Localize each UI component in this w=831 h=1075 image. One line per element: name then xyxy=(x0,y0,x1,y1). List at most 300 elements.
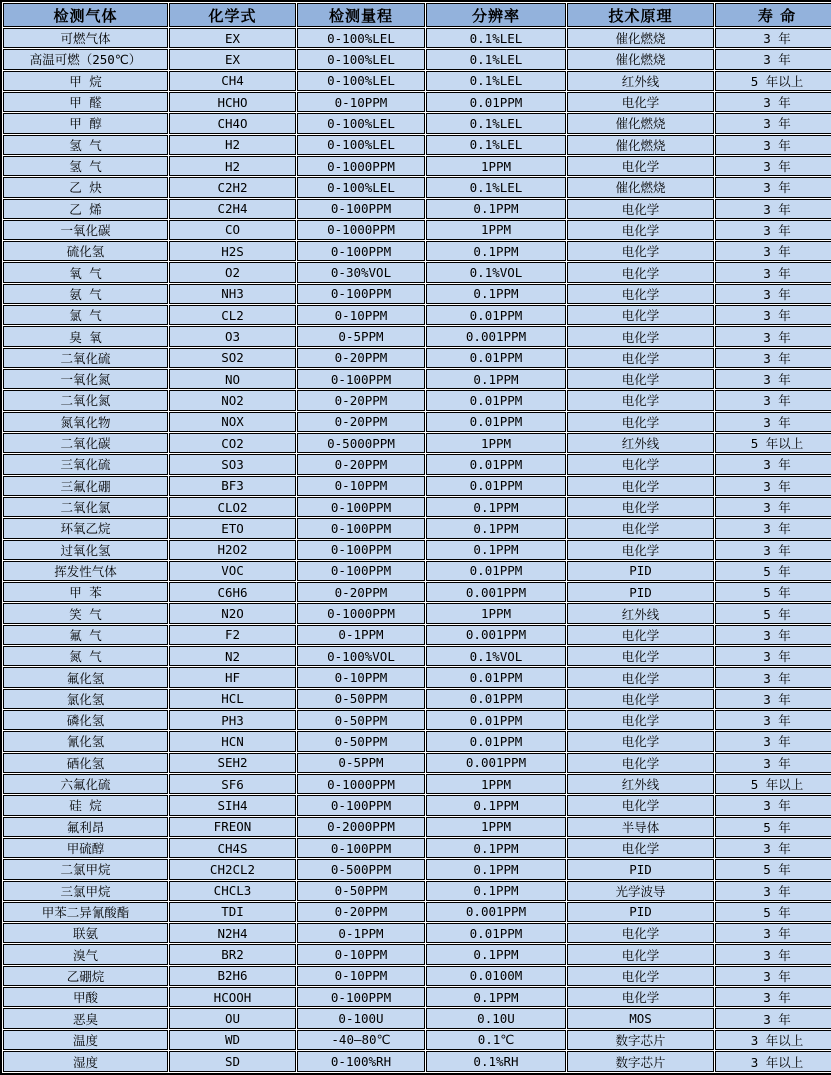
resolution-cell: 0.01PPM xyxy=(426,689,566,709)
range-cell: 0-100%LEL xyxy=(297,177,425,197)
range-cell: 0-20PPM xyxy=(297,902,425,922)
table-row xyxy=(3,923,831,943)
gas-name-cell: 笑 气 xyxy=(3,603,168,623)
table-row xyxy=(3,944,831,964)
range-cell: 0-100PPM xyxy=(297,795,425,815)
principle-cell: 红外线 xyxy=(567,603,714,623)
resolution-cell: 0.1PPM xyxy=(426,284,566,304)
principle-cell: 红外线 xyxy=(567,433,714,453)
formula-cell: VOC xyxy=(169,561,296,581)
table-row xyxy=(3,135,831,155)
lifespan-cell: 3 年 xyxy=(715,966,831,986)
resolution-cell: 0.001PPM xyxy=(426,902,566,922)
formula-cell: CO xyxy=(169,220,296,240)
table-row xyxy=(3,838,831,858)
range-cell: 0-10PPM xyxy=(297,92,425,112)
formula-cell: CLO2 xyxy=(169,497,296,517)
principle-cell: 电化学 xyxy=(567,795,714,815)
principle-cell: 电化学 xyxy=(567,199,714,219)
range-cell: 0-100PPM xyxy=(297,241,425,261)
table-row xyxy=(3,774,831,794)
range-cell: 0-100%LEL xyxy=(297,28,425,48)
resolution-cell: 0.01PPM xyxy=(426,667,566,687)
formula-cell: H2 xyxy=(169,156,296,176)
gas-name-cell: 硫化氢 xyxy=(3,241,168,261)
principle-cell: 电化学 xyxy=(567,326,714,346)
range-cell: 0-1000PPM xyxy=(297,156,425,176)
principle-cell: 电化学 xyxy=(567,667,714,687)
formula-cell: N2 xyxy=(169,646,296,666)
table-row xyxy=(3,582,831,602)
gas-name-cell: 二氯甲烷 xyxy=(3,859,168,879)
range-cell: 0-100%LEL xyxy=(297,135,425,155)
range-cell: 0-20PPM xyxy=(297,412,425,432)
gas-name-cell: 环氧乙烷 xyxy=(3,518,168,538)
resolution-cell: 1PPM xyxy=(426,433,566,453)
lifespan-cell: 5 年 xyxy=(715,582,831,602)
formula-cell: CH2CL2 xyxy=(169,859,296,879)
lifespan-cell: 5 年 xyxy=(715,817,831,837)
header-row xyxy=(3,3,831,27)
gas-name-cell: 甲 苯 xyxy=(3,582,168,602)
lifespan-cell: 3 年 xyxy=(715,838,831,858)
range-cell: 0-100PPM xyxy=(297,987,425,1007)
lifespan-cell: 3 年 xyxy=(715,710,831,730)
table-row xyxy=(3,817,831,837)
lifespan-cell: 3 年 xyxy=(715,518,831,538)
range-cell: 0-50PPM xyxy=(297,689,425,709)
lifespan-cell: 3 年 xyxy=(715,92,831,112)
range-cell: 0-100PPM xyxy=(297,369,425,389)
gas-name-cell: 磷化氢 xyxy=(3,710,168,730)
gas-name-cell: 恶臭 xyxy=(3,1008,168,1028)
principle-cell: PID xyxy=(567,859,714,879)
resolution-cell: 0.01PPM xyxy=(426,454,566,474)
gas-name-cell: 臭 氧 xyxy=(3,326,168,346)
formula-cell: OU xyxy=(169,1008,296,1028)
resolution-cell: 0.01PPM xyxy=(426,561,566,581)
lifespan-cell: 3 年 xyxy=(715,795,831,815)
formula-cell: FREON xyxy=(169,817,296,837)
principle-cell: 电化学 xyxy=(567,241,714,261)
gas-name-cell: 氮氧化物 xyxy=(3,412,168,432)
formula-cell: CH4 xyxy=(169,71,296,91)
formula-cell: H2O2 xyxy=(169,540,296,560)
principle-cell: 催化燃烧 xyxy=(567,135,714,155)
resolution-cell: 0.1PPM xyxy=(426,369,566,389)
table-row xyxy=(3,902,831,922)
gas-name-cell: 氟化氢 xyxy=(3,667,168,687)
gas-name-cell: 硅 烷 xyxy=(3,795,168,815)
resolution-cell: 0.1PPM xyxy=(426,987,566,1007)
lifespan-cell: 3 年 xyxy=(715,667,831,687)
gas-name-cell: 氯 气 xyxy=(3,305,168,325)
gas-name-cell: 甲苯二异氰酸酯 xyxy=(3,902,168,922)
resolution-cell: 0.1%LEL xyxy=(426,49,566,69)
principle-cell: 电化学 xyxy=(567,944,714,964)
resolution-cell: 0.1PPM xyxy=(426,540,566,560)
principle-cell: 数字芯片 xyxy=(567,1030,714,1050)
principle-cell: 催化燃烧 xyxy=(567,49,714,69)
resolution-cell: 1PPM xyxy=(426,156,566,176)
principle-cell: 电化学 xyxy=(567,646,714,666)
range-cell: 0-20PPM xyxy=(297,454,425,474)
lifespan-cell: 5 年 xyxy=(715,561,831,581)
principle-cell: 电化学 xyxy=(567,476,714,496)
gas-name-cell: 氨 气 xyxy=(3,284,168,304)
table-row xyxy=(3,92,831,112)
formula-cell: HCL xyxy=(169,689,296,709)
formula-cell: SO3 xyxy=(169,454,296,474)
principle-cell: 电化学 xyxy=(567,284,714,304)
gas-name-cell: 氧 气 xyxy=(3,262,168,282)
table-body xyxy=(3,28,831,1072)
formula-cell: PH3 xyxy=(169,710,296,730)
lifespan-cell: 3 年 xyxy=(715,476,831,496)
formula-cell: CL2 xyxy=(169,305,296,325)
principle-cell: 电化学 xyxy=(567,412,714,432)
principle-cell: 电化学 xyxy=(567,625,714,645)
gas-name-cell: 氰化氢 xyxy=(3,731,168,751)
table-row xyxy=(3,113,831,133)
table-row xyxy=(3,177,831,197)
range-cell: 0-100PPM xyxy=(297,284,425,304)
gas-name-cell: 过氧化氢 xyxy=(3,540,168,560)
resolution-cell: 0.01PPM xyxy=(426,710,566,730)
range-cell: 0-1PPM xyxy=(297,923,425,943)
table-row xyxy=(3,731,831,751)
formula-cell: ETO xyxy=(169,518,296,538)
table-row xyxy=(3,433,831,453)
gas-name-cell: 甲 烷 xyxy=(3,71,168,91)
range-cell: 0-2000PPM xyxy=(297,817,425,837)
table-row xyxy=(3,412,831,432)
resolution-cell: 0.01PPM xyxy=(426,923,566,943)
lifespan-cell: 3 年 xyxy=(715,987,831,1007)
lifespan-cell: 5 年以上 xyxy=(715,774,831,794)
table-row xyxy=(3,603,831,623)
formula-cell: HCOOH xyxy=(169,987,296,1007)
formula-cell: F2 xyxy=(169,625,296,645)
principle-cell: 电化学 xyxy=(567,923,714,943)
range-cell: 0-20PPM xyxy=(297,348,425,368)
formula-cell: BR2 xyxy=(169,944,296,964)
formula-cell: CH4S xyxy=(169,838,296,858)
lifespan-cell: 3 年 xyxy=(715,348,831,368)
resolution-cell: 0.1PPM xyxy=(426,838,566,858)
table-row xyxy=(3,987,831,1007)
gas-name-cell: 三氧化硫 xyxy=(3,454,168,474)
table-row xyxy=(3,881,831,901)
lifespan-cell: 3 年以上 xyxy=(715,1030,831,1050)
resolution-cell: 0.1%LEL xyxy=(426,28,566,48)
resolution-cell: 0.1PPM xyxy=(426,881,566,901)
principle-cell: 电化学 xyxy=(567,838,714,858)
resolution-cell: 0.1PPM xyxy=(426,944,566,964)
principle-cell: 光学波导 xyxy=(567,881,714,901)
table-row xyxy=(3,795,831,815)
gas-name-cell: 甲酸 xyxy=(3,987,168,1007)
lifespan-cell: 3 年 xyxy=(715,49,831,69)
formula-cell: O3 xyxy=(169,326,296,346)
formula-cell: EX xyxy=(169,49,296,69)
column-header-range: 检测量程 xyxy=(297,3,425,27)
resolution-cell: 0.01PPM xyxy=(426,731,566,751)
gas-name-cell: 高温可燃（250℃） xyxy=(3,49,168,69)
range-cell: 0-100%LEL xyxy=(297,71,425,91)
resolution-cell: 1PPM xyxy=(426,603,566,623)
range-cell: 0-5PPM xyxy=(297,753,425,773)
table-row xyxy=(3,753,831,773)
range-cell: 0-100PPM xyxy=(297,518,425,538)
lifespan-cell: 3 年 xyxy=(715,326,831,346)
resolution-cell: 0.1%LEL xyxy=(426,113,566,133)
lifespan-cell: 3 年 xyxy=(715,923,831,943)
lifespan-cell: 3 年 xyxy=(715,113,831,133)
resolution-cell: 0.001PPM xyxy=(426,753,566,773)
resolution-cell: 0.1%VOL xyxy=(426,646,566,666)
table-row xyxy=(3,497,831,517)
range-cell: 0-100PPM xyxy=(297,199,425,219)
lifespan-cell: 3 年 xyxy=(715,731,831,751)
table-row xyxy=(3,220,831,240)
table-row xyxy=(3,476,831,496)
formula-cell: TDI xyxy=(169,902,296,922)
table-row xyxy=(3,1030,831,1050)
resolution-cell: 0.1%LEL xyxy=(426,71,566,91)
lifespan-cell: 3 年 xyxy=(715,369,831,389)
resolution-cell: 0.0100M xyxy=(426,966,566,986)
lifespan-cell: 3 年 xyxy=(715,753,831,773)
formula-cell: SEH2 xyxy=(169,753,296,773)
table-row xyxy=(3,241,831,261)
range-cell: 0-10PPM xyxy=(297,305,425,325)
formula-cell: HCHO xyxy=(169,92,296,112)
lifespan-cell: 3 年 xyxy=(715,241,831,261)
table-row xyxy=(3,390,831,410)
range-cell: 0-5000PPM xyxy=(297,433,425,453)
principle-cell: 电化学 xyxy=(567,966,714,986)
table-row xyxy=(3,284,831,304)
principle-cell: 催化燃烧 xyxy=(567,177,714,197)
gas-name-cell: 氮 气 xyxy=(3,646,168,666)
table-row xyxy=(3,348,831,368)
lifespan-cell: 3 年 xyxy=(715,390,831,410)
principle-cell: 电化学 xyxy=(567,753,714,773)
formula-cell: SO2 xyxy=(169,348,296,368)
principle-cell: 电化学 xyxy=(567,518,714,538)
range-cell: 0-500PPM xyxy=(297,859,425,879)
principle-cell: 电化学 xyxy=(567,305,714,325)
range-cell: 0-30%VOL xyxy=(297,262,425,282)
range-cell: 0-20PPM xyxy=(297,582,425,602)
table-row xyxy=(3,667,831,687)
lifespan-cell: 5 年 xyxy=(715,603,831,623)
table-row xyxy=(3,49,831,69)
table-row xyxy=(3,1008,831,1028)
formula-cell: B2H6 xyxy=(169,966,296,986)
range-cell: 0-1PPM xyxy=(297,625,425,645)
gas-name-cell: 硒化氢 xyxy=(3,753,168,773)
lifespan-cell: 3 年 xyxy=(715,881,831,901)
gas-name-cell: 二氧化硫 xyxy=(3,348,168,368)
formula-cell: SD xyxy=(169,1051,296,1072)
resolution-cell: 0.01PPM xyxy=(426,305,566,325)
principle-cell: 电化学 xyxy=(567,689,714,709)
resolution-cell: 0.1%VOL xyxy=(426,262,566,282)
gas-name-cell: 乙 烯 xyxy=(3,199,168,219)
lifespan-cell: 3 年 xyxy=(715,135,831,155)
table-row xyxy=(3,646,831,666)
formula-cell: HF xyxy=(169,667,296,687)
principle-cell: 电化学 xyxy=(567,156,714,176)
column-header-lifespan: 寿 命 xyxy=(715,3,831,27)
lifespan-cell: 3 年以上 xyxy=(715,1051,831,1072)
range-cell: 0-100PPM xyxy=(297,838,425,858)
principle-cell: 红外线 xyxy=(567,71,714,91)
resolution-cell: 0.1PPM xyxy=(426,859,566,879)
table-row xyxy=(3,966,831,986)
resolution-cell: 0.1PPM xyxy=(426,497,566,517)
table-row xyxy=(3,710,831,730)
range-cell: -40—80℃ xyxy=(297,1030,425,1050)
gas-name-cell: 氢 气 xyxy=(3,156,168,176)
lifespan-cell: 3 年 xyxy=(715,305,831,325)
range-cell: 0-50PPM xyxy=(297,731,425,751)
range-cell: 0-100%LEL xyxy=(297,113,425,133)
formula-cell: SIH4 xyxy=(169,795,296,815)
table-row xyxy=(3,262,831,282)
gas-name-cell: 氢 气 xyxy=(3,135,168,155)
principle-cell: 半导体 xyxy=(567,817,714,837)
principle-cell: MOS xyxy=(567,1008,714,1028)
lifespan-cell: 3 年 xyxy=(715,497,831,517)
principle-cell: 电化学 xyxy=(567,710,714,730)
gas-name-cell: 二氧化碳 xyxy=(3,433,168,453)
formula-cell: C2H4 xyxy=(169,199,296,219)
gas-name-cell: 湿度 xyxy=(3,1051,168,1072)
table-row xyxy=(3,199,831,219)
table-row xyxy=(3,859,831,879)
formula-cell: BF3 xyxy=(169,476,296,496)
range-cell: 0-10PPM xyxy=(297,476,425,496)
gas-name-cell: 溴气 xyxy=(3,944,168,964)
range-cell: 0-5PPM xyxy=(297,326,425,346)
gas-name-cell: 氯化氢 xyxy=(3,689,168,709)
range-cell: 0-20PPM xyxy=(297,390,425,410)
formula-cell: NO xyxy=(169,369,296,389)
lifespan-cell: 3 年 xyxy=(715,540,831,560)
gas-name-cell: 二氧化氯 xyxy=(3,497,168,517)
formula-cell: C2H2 xyxy=(169,177,296,197)
gas-name-cell: 乙硼烷 xyxy=(3,966,168,986)
lifespan-cell: 3 年 xyxy=(715,284,831,304)
resolution-cell: 1PPM xyxy=(426,220,566,240)
gas-name-cell: 二氧化氮 xyxy=(3,390,168,410)
range-cell: 0-100%VOL xyxy=(297,646,425,666)
resolution-cell: 0.1PPM xyxy=(426,241,566,261)
column-header-formula: 化学式 xyxy=(169,3,296,27)
principle-cell: 电化学 xyxy=(567,497,714,517)
resolution-cell: 0.01PPM xyxy=(426,390,566,410)
range-cell: 0-1000PPM xyxy=(297,603,425,623)
principle-cell: PID xyxy=(567,582,714,602)
formula-cell: O2 xyxy=(169,262,296,282)
gas-name-cell: 甲 醛 xyxy=(3,92,168,112)
range-cell: 0-1000PPM xyxy=(297,774,425,794)
gas-name-cell: 一氧化碳 xyxy=(3,220,168,240)
lifespan-cell: 3 年 xyxy=(715,177,831,197)
resolution-cell: 0.01PPM xyxy=(426,348,566,368)
gas-name-cell: 氟 气 xyxy=(3,625,168,645)
range-cell: 0-100PPM xyxy=(297,561,425,581)
resolution-cell: 0.1PPM xyxy=(426,795,566,815)
resolution-cell: 0.01PPM xyxy=(426,412,566,432)
lifespan-cell: 3 年 xyxy=(715,412,831,432)
lifespan-cell: 3 年 xyxy=(715,156,831,176)
formula-cell: H2 xyxy=(169,135,296,155)
range-cell: 0-50PPM xyxy=(297,710,425,730)
lifespan-cell: 3 年 xyxy=(715,625,831,645)
lifespan-cell: 3 年 xyxy=(715,944,831,964)
table-header xyxy=(3,3,831,27)
table-row xyxy=(3,540,831,560)
resolution-cell: 0.001PPM xyxy=(426,625,566,645)
resolution-cell: 1PPM xyxy=(426,817,566,837)
lifespan-cell: 3 年 xyxy=(715,646,831,666)
lifespan-cell: 5 年 xyxy=(715,902,831,922)
resolution-cell: 0.1%LEL xyxy=(426,177,566,197)
lifespan-cell: 3 年 xyxy=(715,454,831,474)
principle-cell: 电化学 xyxy=(567,731,714,751)
table-row xyxy=(3,28,831,48)
lifespan-cell: 3 年 xyxy=(715,689,831,709)
lifespan-cell: 3 年 xyxy=(715,220,831,240)
range-cell: 0-10PPM xyxy=(297,944,425,964)
column-header-resolution: 分辨率 xyxy=(426,3,566,27)
formula-cell: C6H6 xyxy=(169,582,296,602)
range-cell: 0-10PPM xyxy=(297,966,425,986)
resolution-cell: 1PPM xyxy=(426,774,566,794)
range-cell: 0-50PPM xyxy=(297,881,425,901)
lifespan-cell: 3 年 xyxy=(715,199,831,219)
range-cell: 0-100%LEL xyxy=(297,49,425,69)
resolution-cell: 0.01PPM xyxy=(426,92,566,112)
table-row xyxy=(3,454,831,474)
formula-cell: NOX xyxy=(169,412,296,432)
range-cell: 0-100%RH xyxy=(297,1051,425,1072)
table-row xyxy=(3,326,831,346)
principle-cell: 红外线 xyxy=(567,774,714,794)
formula-cell: WD xyxy=(169,1030,296,1050)
gas-name-cell: 联氨 xyxy=(3,923,168,943)
table-row xyxy=(3,689,831,709)
principle-cell: 电化学 xyxy=(567,348,714,368)
range-cell: 0-1000PPM xyxy=(297,220,425,240)
table-row xyxy=(3,625,831,645)
table-row xyxy=(3,561,831,581)
resolution-cell: 0.1PPM xyxy=(426,199,566,219)
formula-cell: CH4O xyxy=(169,113,296,133)
resolution-cell: 0.1℃ xyxy=(426,1030,566,1050)
formula-cell: CO2 xyxy=(169,433,296,453)
formula-cell: N2H4 xyxy=(169,923,296,943)
formula-cell: EX xyxy=(169,28,296,48)
formula-cell: H2S xyxy=(169,241,296,261)
column-header-gas: 检测气体 xyxy=(3,3,168,27)
resolution-cell: 0.1PPM xyxy=(426,518,566,538)
resolution-cell: 0.10U xyxy=(426,1008,566,1028)
